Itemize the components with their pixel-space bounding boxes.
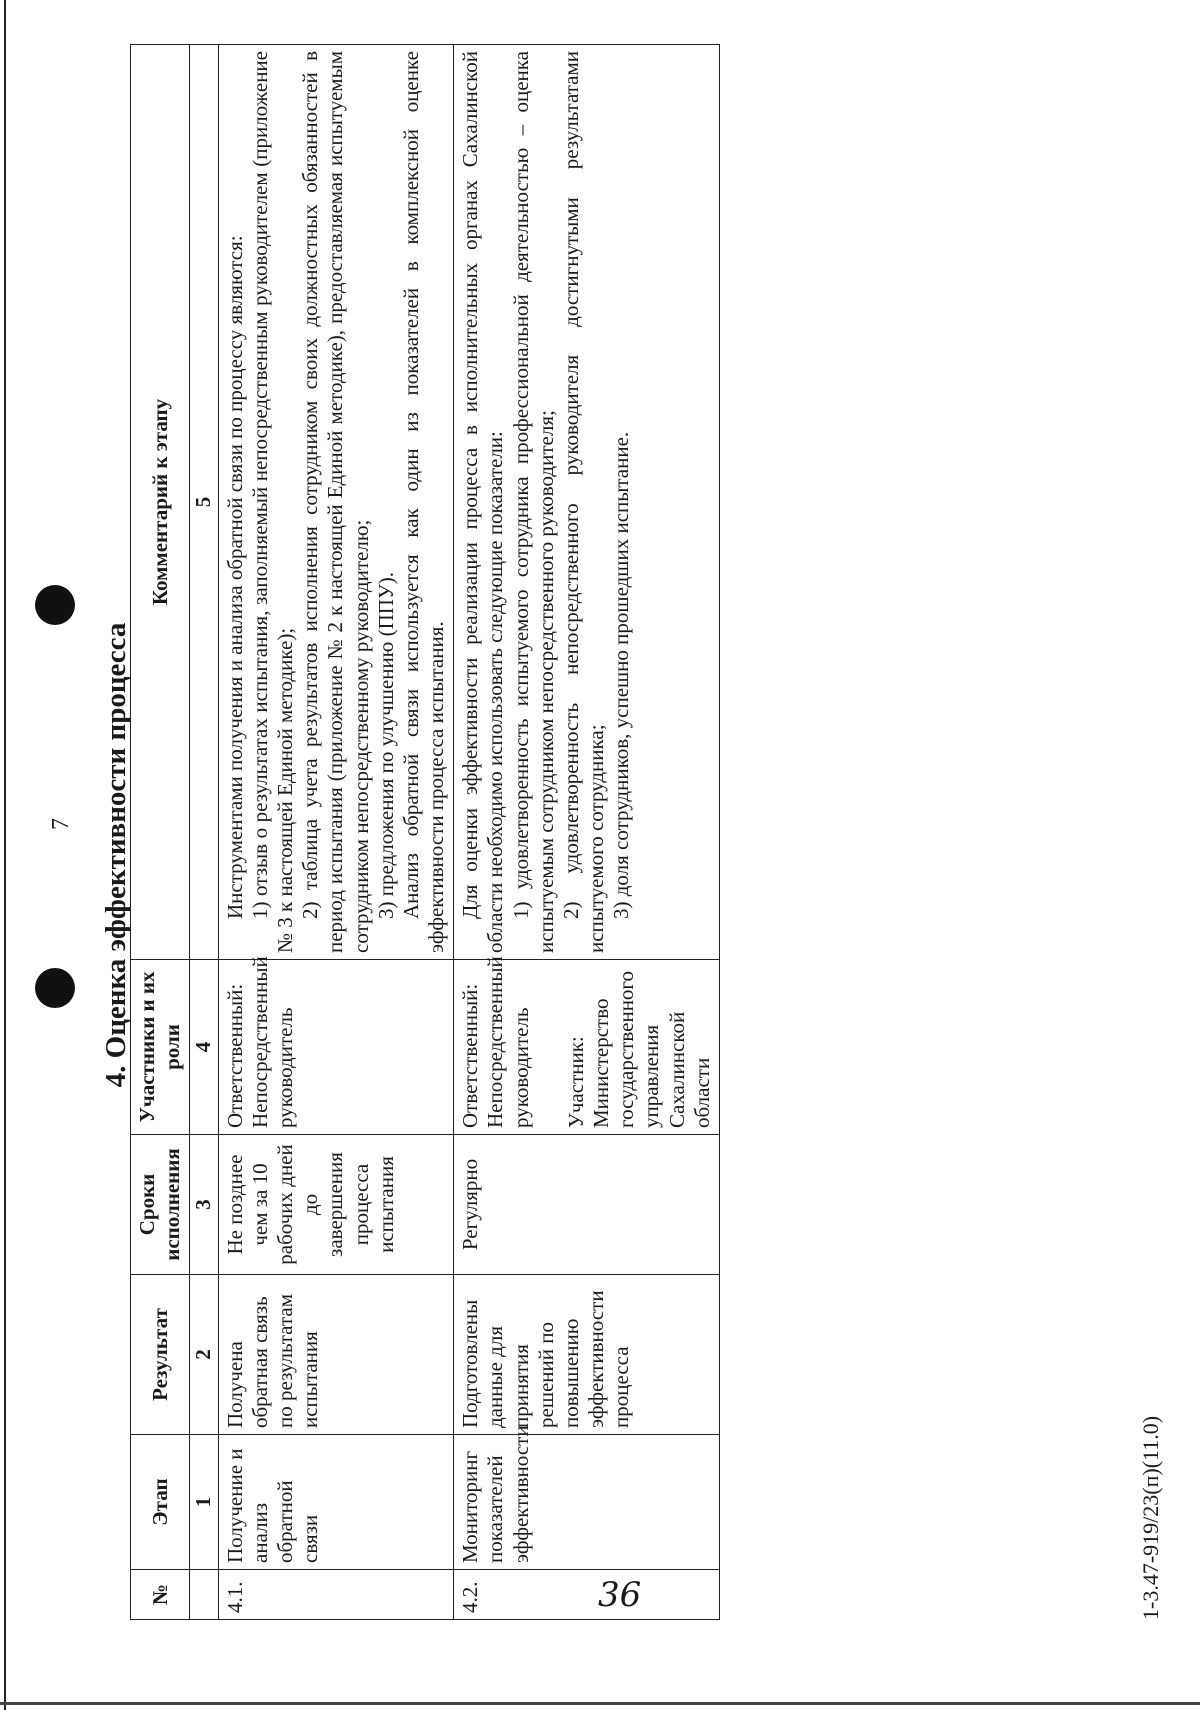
row-number: 4.2.	[454, 1570, 720, 1620]
header-participants: Участники и их роли	[131, 960, 190, 1135]
table-row	[218, 45, 454, 1620]
comment-paragraph: Для оценки эффективности реализации процесса в исполнительных органах Сахалинской области необходимо использовать следующие показатели:	[458, 51, 508, 953]
row-number: 4.1.	[218, 1570, 454, 1620]
comment-list-item: 3) доля сотрудников, успешно прошедших испытание.	[609, 431, 634, 919]
header-comment: Комментарий к этапу	[131, 45, 190, 960]
participant-role: Ответственный: Непосредственный руководитель	[222, 956, 297, 1128]
document-code: 1-3.47-919/23(п)(11.0)	[1138, 1415, 1163, 1620]
comment-paragraph: Инструментами получения и анализа обратной связи по процессу являются:	[222, 235, 247, 919]
header-stage: Этап	[131, 1435, 190, 1570]
deadline-cell: Не позднее чем за 10 рабочих дней до завершения процесса испытания	[218, 1135, 454, 1275]
table-row	[454, 45, 720, 1620]
column-number	[190, 1570, 218, 1620]
section-title: 4. Оценка эффективности процесса	[100, 622, 132, 1088]
header-row	[131, 45, 190, 1620]
header-result: Результат	[131, 1275, 190, 1435]
column-number: 4	[190, 960, 218, 1135]
comment-list-item: 1) отзыв о результатах испытания, заполняемый непосредственным руководителем (приложение № 3 к настоящей Единой методике);	[247, 51, 297, 953]
header-num: №	[131, 1570, 190, 1620]
process-table	[130, 44, 720, 1620]
participant-role: Участник: Министерство государственного управления Сахалинской области	[563, 970, 714, 1128]
handwritten-page-number: 36	[598, 1575, 642, 1615]
participant-role: Ответственный: Непосредственный руководитель	[458, 956, 533, 1128]
comment-list-item: 1) удовлетворенность испытуемого сотрудника профессиональной деятельностью – оценка испытуемым сотрудником непосредственного руководителя;	[508, 51, 558, 953]
comment-paragraph: Анализ обратной связи используется как один из показателей в комплексной оценке эффективности процесса испытания.	[398, 51, 449, 953]
participants-cell	[454, 956, 720, 1135]
stage-cell: Получение и анализ обратной связи	[218, 1435, 454, 1570]
column-number-row	[190, 45, 218, 1620]
comment-list-item: 2) удовлетворенность непосредственного руководителя достигнутыми результатами испытуемого сотрудника;	[559, 51, 609, 953]
stage-cell: Мониторинг показателей эффективности	[454, 1435, 720, 1570]
participants-cell	[218, 956, 454, 1135]
result-cell: Подготовлены данные для принятия решений по повышению эффективности процесса	[454, 1275, 720, 1435]
page-number: 7	[48, 818, 74, 830]
comment-list-item: 3) предложения по улучшению (ППУ).	[373, 571, 398, 919]
comment-list-item: 2) таблица учета результатов исполнения сотрудником своих должностных обязанностей в период испытания (приложение № 2 к настоящей Единой методике), предоставляемая испытуемым сотрудником непосредственному руководителю;	[298, 51, 373, 953]
result-cell: Получена обратная связь по результатам испытания	[218, 1275, 454, 1435]
header-deadline: Сроки исполнения	[131, 1135, 190, 1275]
column-number: 3	[190, 1135, 218, 1275]
column-number: 1	[190, 1435, 218, 1570]
comment-cell	[218, 45, 454, 960]
column-number: 5	[190, 45, 218, 960]
column-number: 2	[190, 1275, 218, 1435]
deadline-cell: Регулярно	[454, 1135, 720, 1275]
comment-cell	[454, 45, 720, 960]
